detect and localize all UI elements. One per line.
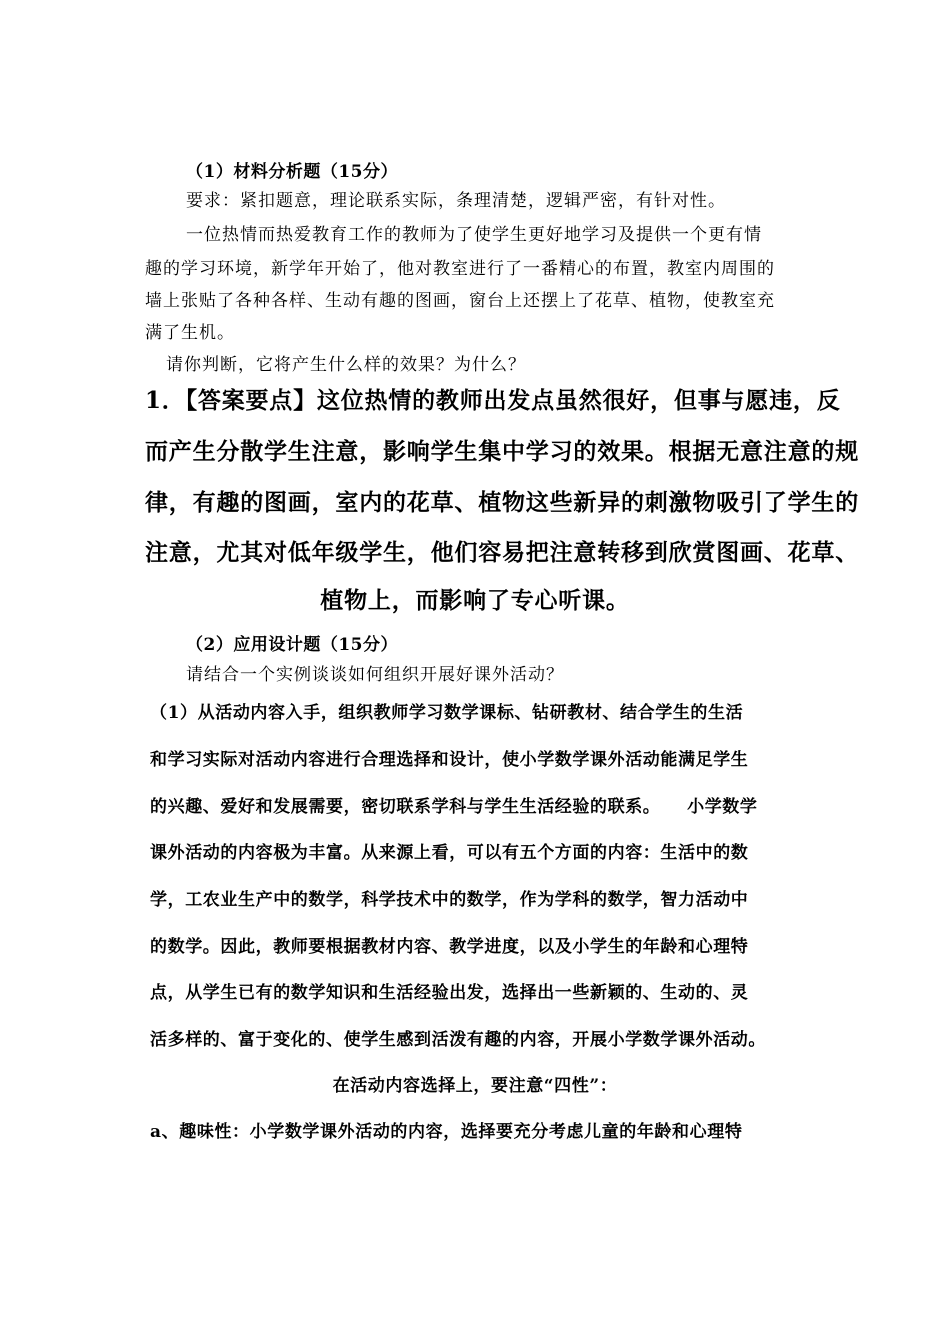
section2-heading: （2）应用设计题（15分） — [186, 635, 398, 655]
answer1-line: 植物上，而影响了专心听课。 — [320, 587, 630, 614]
answer2-line: （1）从活动内容入手，组织教师学习数学课标、钻研教材、结合学生的生活 — [150, 703, 744, 723]
section1-heading: （1）材料分析题（15分） — [186, 162, 398, 182]
answer1-line: 1．【答案要点】这位热情的教师出发点虽然很好，但事与愿违，反 — [145, 387, 841, 414]
answer2-line: 课外活动的内容极为丰富。从来源上看，可以有五个方面的内容：生活中的数 — [150, 843, 749, 863]
material-line: 趣的学习环境，新学年开始了，他对教室进行了一番精心的布置，教室内周围的 — [145, 259, 775, 279]
answer2-line: 在活动内容选择上，要注意“四性”： — [332, 1076, 618, 1096]
section1-requirement: 要求：紧扣题意，理论联系实际，条理清楚，逻辑严密，有针对性。 — [186, 191, 726, 211]
material-line: 墙上张贴了各种各样、生动有趣的图画，窗台上还摆上了花草、植物，使教室充 — [145, 291, 775, 311]
answer1-line: 注意，尤其对低年级学生，他们容易把注意转移到欣赏图画、花草、 — [145, 539, 859, 566]
section2-question: 请结合一个实例谈谈如何组织开展好课外活动？ — [186, 665, 564, 685]
answer1-line: 而产生分散学生注意，影响学生集中学习的效果。根据无意注意的规 — [145, 438, 859, 465]
answer2-line: 的数学。因此，教师要根据教材内容、教学进度，以及小学生的年龄和心理特 — [150, 937, 749, 957]
answer1-line: 律，有趣的图画，室内的花草、植物这些新异的刺激物吸引了学生的 — [145, 489, 859, 516]
section1-question: 请你判断，它将产生什么样的效果？为什么？ — [166, 355, 526, 375]
answer2-line: 学，工农业生产中的数学，科学技术中的数学，作为学科的数学，智力活动中 — [150, 890, 749, 910]
answer2-line: 的兴趣、爱好和发展需要，密切联系学科与学生生活经验的联系。 小学数学 — [150, 797, 758, 817]
answer2-line: 点，从学生已有的数学知识和生活经验出发，选择出一些新颖的、生动的、灵 — [150, 983, 749, 1003]
answer2-line: 活多样的、富于变化的、使学生感到活泼有趣的内容，开展小学数学课外活动。 — [150, 1030, 766, 1050]
material-line: 满了生机。 — [145, 323, 235, 343]
answer2-line: a、趣味性：小学数学课外活动的内容，选择要充分考虑儿童的年龄和心理特 — [150, 1122, 743, 1142]
material-line: 一位热情而热爱教育工作的教师为了使学生更好地学习及提供一个更有情 — [186, 225, 762, 245]
answer2-line: 和学习实际对活动内容进行合理选择和设计，使小学数学课外活动能满足学生 — [150, 750, 749, 770]
